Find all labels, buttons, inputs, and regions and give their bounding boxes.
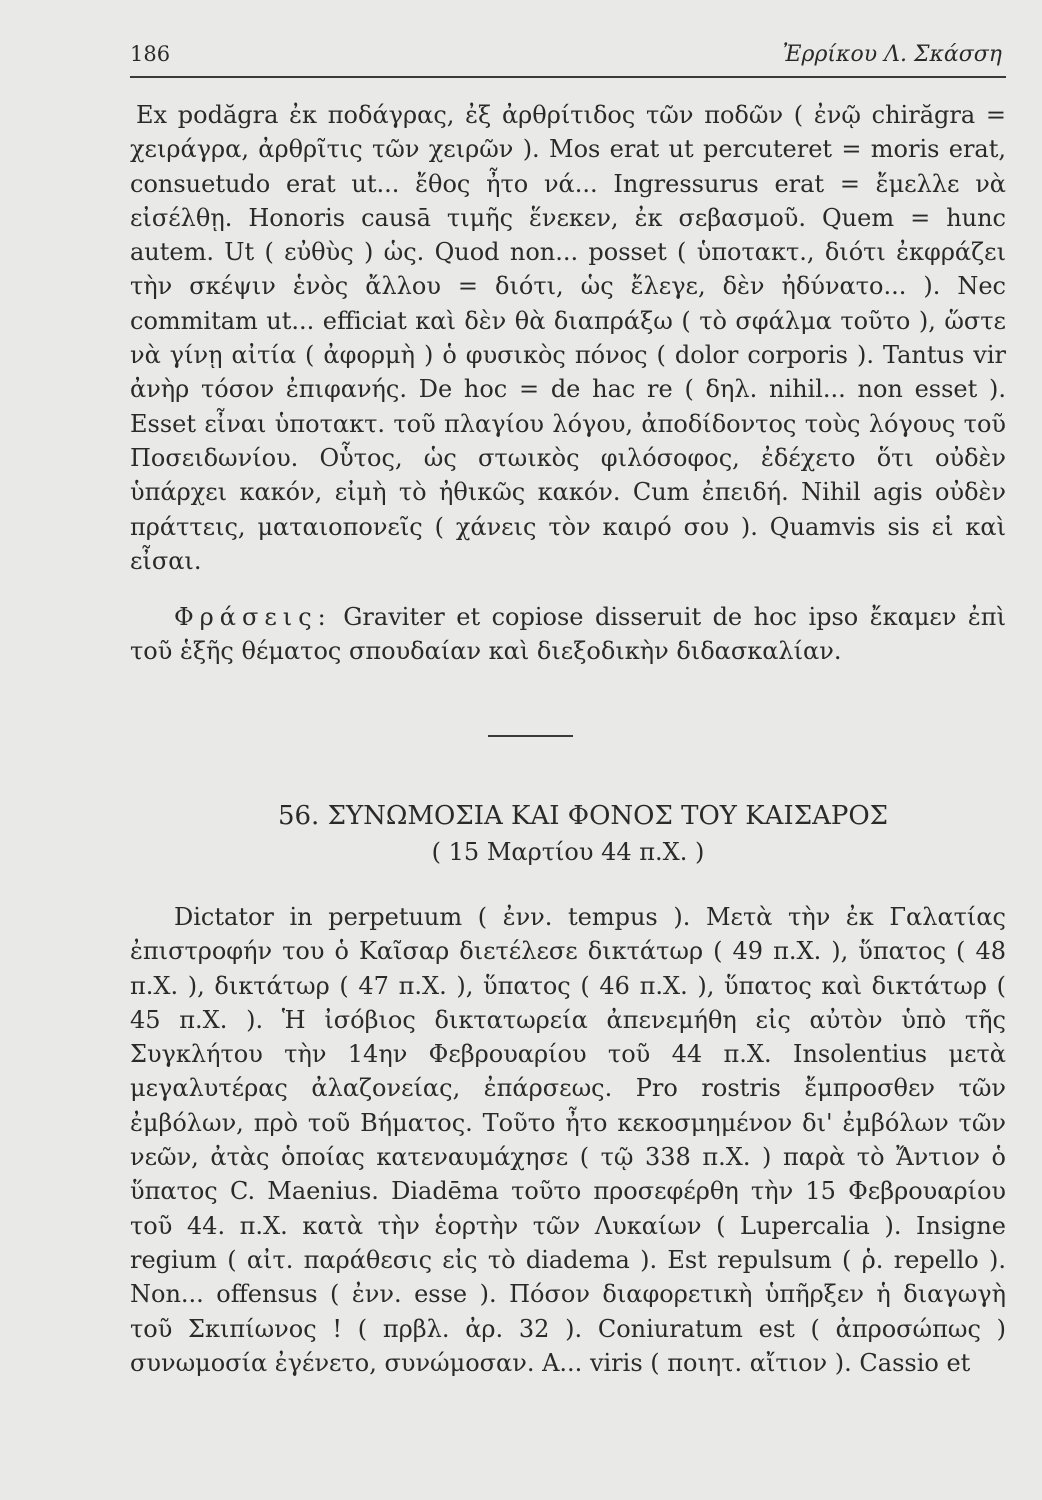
chapter-title: 56. ΣΥΝΩΜΟΣΙΑ ΚΑΙ ΦΟΝΟΣ ΤΟΥ ΚΑΙΣΑΡΟΣ [277, 801, 889, 831]
phrases-paragraph [130, 600, 1006, 669]
page-number: 186 [130, 42, 171, 66]
section-divider [488, 735, 573, 737]
paragraph: Dictator in perpetuum ( ἐνν. tempus ). Μετὰ τὴν ἐκ Γαλατίας ἐπιστροφήν του ὁ Καῖσαρ διετέλεσε δικτάτωρ ( 49 π.Χ. ), ὕπατος ( 48 π.Χ. ), δικτάτωρ ( 47 π.Χ. ), ὕπατος ( 46 π.Χ. ), ὕπατος καὶ δικτάτωρ ( 45 π.Χ. ). Ἡ ἰσόβιος δικτατωρεία ἀπενεμήθη εἰς αὐτὸν ὑπὸ τῆς Συγκλήτου τὴν 14ην Φεβρουαρίου τοῦ 44 π.Χ. Insolentius μετὰ μεγαλυτέρας ἀλαζονείας, ἐπάρσεως. Pro rostris ἔμπροσθεν τῶν ἐμβόλων, πρὸ τοῦ Βήματος. Τοῦτο ἦτο κεκοσμημένον δι' ἐμβόλων τῶν νεῶν, ἀτὰς ὁποίας κατεναυμάχησε ( τῷ 338 π.Χ. ) παρὰ τὸ Ἄντιον ὁ ὕπατος C. Maenius. Diadēma τοῦτο προσεφέρθη τὴν 15 Φεβρουαρίου τοῦ 44. π.Χ. κατὰ τὴν ἑορτὴν τῶν Λυκαίων ( Lupercalia ). Insigne regium ( αἰτ. παράθεσις εἰς τὸ diadema ). Est repulsum ( ῥ. repello ). Non... offensus ( ἐνν. esse ). Πόσον διαφορετικὴ ὑπῆρξεν ἡ διαγωγὴ τοῦ Σκιπίωνος ! ( πρβλ. ἀρ. 32 ). Coniuratum est ( ἀπροσώπως ) συνωμοσία ἐγένετο, συνώμοσαν. A... viris ( ποιητ. αἴτιον ). Cassio et [130, 903, 1006, 1377]
phrases-section [130, 600, 1006, 669]
chapter-heading [130, 798, 1006, 870]
phrases-lead: Φράσεις: [174, 603, 332, 631]
page-header [130, 40, 1006, 78]
paragraph: Ex podăgra ἐκ ποδάγρας, ἐξ ἀρθρίτιδος τῶν ποδῶν ( ἐνῷ chirăgra = χειράγρα, ἀρθρῖτις τῶν χειρῶν ). Mos erat ut percuteret = moris erat, consuetudo erat ut... ἔθος ἦτο νά... Ingressurus erat = ἔμελλε νὰ εἰσέλθῃ. Honoris causā τιμῆς ἕνεκεν, ἐκ σεβασμοῦ. Quem = hunc autem. Ut ( εὐθὺς ) ὡς. Quod non... posset ( ὑποτακτ., διότι ἐκφράζει τὴν σκέψιν ἑνὸς ἄλλου = διότι, ὡς ἔλεγε, δὲν ἠδύνατο... ). Nec commitam ut... efficiat καὶ δὲν θὰ διαπράξω ( τὸ σφάλμα τοῦτο ), ὥστε νὰ γίνῃ αἰτία ( ἀφορμὴ ) ὁ φυσικὸς πόνος ( dolor corporis ). Tantus vir ἀνὴρ τόσον ἐπιφανής. De hoc = de hac re ( δηλ. nihil... non esset ). Esset εἶναι ὑποτακτ. τοῦ πλαγίου λόγου, ἀποδίδοντος τοὺς λόγους τοῦ Ποσειδωνίου. Οὗτος, ὡς στωικὸς φιλόσοφος, ἐδέχετο ὅτι οὐδὲν ὑπάρχει κακόν, εἰμὴ τὸ ἠθικῶς κακόν. Cum ἐπειδή. Nihil agis οὐδὲν πράττεις, ματαιοπονεῖς ( χάνεις τὸν καιρό σου ). Quamvis sis εἰ καὶ εἶσαι. [130, 101, 1007, 575]
chapter-subtitle: ( 15 Μαρτίου 44 π.Χ. ) [431, 838, 705, 866]
running-head: Ἐρρίκου Λ. Σκάσση [782, 42, 1002, 67]
commentary-section-1 [130, 98, 1006, 578]
phrases-text: Graviter et copiose disseruit de hoc ipso ἔκαμεν ἐπὶ τοῦ ἑξῆς θέματος σπουδαίαν καὶ διεξοδικὴν διδασκαλίαν. [130, 603, 1006, 666]
commentary-section-2 [130, 900, 1006, 1380]
